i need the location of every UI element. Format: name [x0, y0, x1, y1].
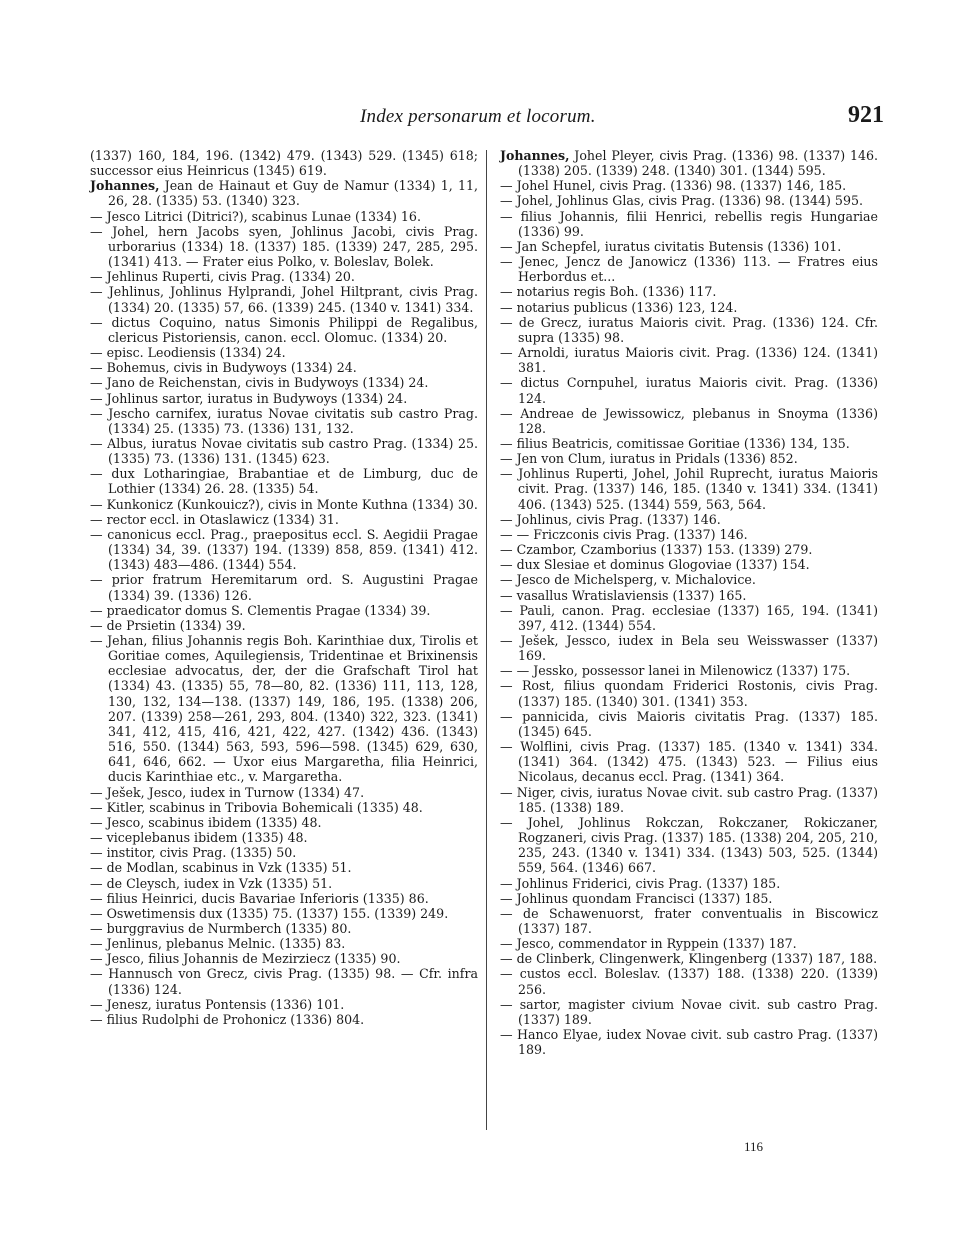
- entry-text: — Ješek, Jesco, iudex in Turnow (1334) 47.: [90, 784, 365, 800]
- index-entry: [500, 542, 878, 557]
- entry-headword: Johannes,: [500, 148, 570, 163]
- entry-text: — Johel, Johlinus Glas, civis Prag. (1336) 98. (1344) 595.: [500, 193, 863, 209]
- index-entry: [90, 360, 478, 375]
- entry-text: — Czambor, Czamborius (1337) 153. (1339) 279.: [500, 542, 813, 558]
- index-entry: [90, 466, 478, 496]
- index-entry: [500, 254, 878, 284]
- entry-text: — Arnoldi, iuratus Maioris civit. Prag. (1336) 124. (1341) 381.: [500, 345, 878, 376]
- entry-text: — episc. Leodiensis (1334) 24.: [90, 345, 286, 361]
- entry-text: — — Jessko, possessor lanei in Milenowicz (1337) 175.: [500, 663, 851, 679]
- index-entry: [500, 315, 878, 345]
- index-entry: [500, 209, 878, 239]
- running-title: Index personarum et locorum.: [360, 106, 596, 127]
- entry-text: — Kitler, scabinus in Tribovia Bohemicali (1335) 48.: [90, 799, 423, 815]
- entry-text: — Jesco, filius Johannis de Mezirziecz (1335) 90.: [90, 951, 401, 967]
- entry-text: — Jenesz, iuratus Pontensis (1336) 101.: [90, 996, 345, 1012]
- index-entry: [500, 1027, 878, 1057]
- entry-text: — Jesco Litrici (Ditrici?), scabinus Lunae (1334) 16.: [90, 208, 421, 224]
- index-entry: [500, 178, 878, 193]
- index-entry: [90, 891, 478, 906]
- index-entry: [500, 906, 878, 936]
- entry-text: — Rost, filius quondam Friderici Rostonis, civis Prag. (1337) 185. (1340) 301. (1341) 353.: [500, 678, 878, 709]
- index-entry: [500, 663, 878, 678]
- entry-text: — de Cleysch, iudex in Vzk (1335) 51.: [90, 875, 333, 891]
- entry-text: — dictus Cornpuhel, iuratus Maioris civit. Prag. (1336) 124.: [500, 375, 878, 406]
- entry-text: — Jenec, Jencz de Janowicz (1336) 113. — Fratres eius Herbordus et...: [500, 254, 878, 285]
- index-entry: [90, 876, 478, 891]
- index-entry: [500, 572, 878, 587]
- index-entry: [90, 315, 478, 345]
- entry-text: — pannicida, civis Maioris civitatis Prag. (1337) 185. (1345) 645.: [500, 708, 878, 739]
- entry-text: — Johel Hunel, civis Prag. (1336) 98. (1337) 146, 185.: [500, 178, 847, 194]
- entry-text: — Jesco de Michelsperg, v. Michalovice.: [500, 572, 756, 588]
- entry-text: — Johlinus, civis Prag. (1337) 146.: [500, 511, 721, 527]
- index-entry: [500, 785, 878, 815]
- entry-text: — filius Heinrici, ducis Bavariae Inferioris (1335) 86.: [90, 890, 429, 906]
- entry-text: Jean de Hainaut et Guy de Namur (1334) 1, 11, 26, 28. (1335) 53. (1340) 323.: [108, 178, 478, 209]
- entry-text: — sartor, magister civium Novae civit. sub castro Prag. (1337) 189.: [500, 996, 878, 1027]
- index-entry: [500, 815, 878, 876]
- entry-text: — Jan Schepfel, iuratus civitatis Butensis (1336) 101.: [500, 238, 842, 254]
- index-entry: [90, 572, 478, 602]
- entry-text: — canonicus eccl. Prag., praepositus eccl. S. Aegidii Pragae (1334) 34, 39. (1337) 194. (1339) 858, 859. (1341) 412. (1343) 483—486. (1344) 554.: [90, 526, 478, 573]
- index-entry: [90, 785, 478, 800]
- entry-text: Johel Pleyer, civis Prag. (1336) 98. (1337) 146. (1338) 205. (1339) 248. (1340) 301. (1344) 595.: [518, 148, 878, 179]
- entry-text: — filius Johannis, filii Henrici, rebellis regis Hungariae (1336) 99.: [500, 208, 878, 239]
- printer-signature: 116: [744, 1139, 764, 1154]
- entry-text: — Johlinus quondam Francisci (1337) 185.: [500, 890, 773, 906]
- index-entry: [90, 603, 478, 618]
- index-entry: [90, 815, 478, 830]
- entry-text: — Jano de Reichenstan, civis in Budywoys (1334) 24.: [90, 375, 429, 391]
- index-entry: [90, 951, 478, 966]
- entry-text: — Johlinus sartor, iuratus in Budywoys (1334) 24.: [90, 390, 408, 406]
- entry-text: — Jesco, scabinus ibidem (1335) 48.: [90, 814, 322, 830]
- entry-text: — Jehlinus, Johlinus Hylprandi, Johel Hiltprant, civis Prag. (1334) 20. (1335) 57, 66. (1339) 245. (1340 v. 1341) 334.: [90, 284, 478, 315]
- index-entry: [500, 709, 878, 739]
- index-column-right: [500, 148, 878, 1057]
- index-entry: [90, 936, 478, 951]
- entry-text: — Johel, hern Jacobs syen, Johlinus Jacobi, civis Prag. urborarius (1334) 18. (1337) 185. (1339) 247, 285, 295. (1341) 413. — Frater eius Polko, v. Boleslav, Bolek.: [90, 223, 478, 270]
- index-entry: [90, 391, 478, 406]
- entry-text: — Jen von Clum, iuratus in Pridals (1336) 852.: [500, 451, 798, 467]
- entry-text: — Johel, Johlinus Rokczan, Rokczaner, Rokiczaner, Rogzaneri, civis Prag. (1337) 185. (1338) 204, 205, 210, 235, 243. (1340 v. 1341) 334. (1343) 503, 525. (1344) 559, 564. (1346) 667.: [500, 814, 878, 876]
- entry-text: — Andreae de Jewissowicz, plebanus in Snoyma (1336) 128.: [500, 405, 878, 436]
- index-entry: [90, 527, 478, 572]
- index-entry: [90, 845, 478, 860]
- index-entry: [90, 497, 478, 512]
- index-entry: [90, 633, 478, 785]
- index-entry: [90, 966, 478, 996]
- index-entry: [500, 436, 878, 451]
- index-entry: [500, 451, 878, 466]
- index-column-left: [90, 148, 478, 1027]
- index-entry: [90, 830, 478, 845]
- entry-text: — Bohemus, civis in Budywoys (1334) 24.: [90, 360, 357, 376]
- entry-text: — de Schawenuorst, frater conventualis in Biscowicz (1337) 187.: [500, 905, 878, 936]
- index-entry: [500, 193, 878, 208]
- index-entry: [500, 951, 878, 966]
- index-entry: [500, 739, 878, 784]
- entry-text: — rector eccl. in Otaslawicz (1334) 31.: [90, 511, 339, 527]
- index-entry: [500, 891, 878, 906]
- entry-text: (1337) 160, 184, 196. (1342) 479. (1343) 529. (1345) 618; successor eius Heinricus (1345) 619.: [90, 148, 478, 179]
- index-entry: [500, 466, 878, 511]
- entry-text: — viceplebanus ibidem (1335) 48.: [90, 830, 308, 846]
- index-entry: [500, 148, 878, 178]
- index-entry: [500, 997, 878, 1027]
- index-entry: [500, 966, 878, 996]
- entry-text: — Albus, iuratus Novae civitatis sub castro Prag. (1334) 25. (1335) 73. (1336) 131. (1345) 623.: [90, 435, 478, 467]
- index-entry: [90, 224, 478, 269]
- index-entry: [90, 345, 478, 360]
- index-entry: [500, 512, 878, 527]
- index-entry: [90, 284, 478, 314]
- index-entry: [500, 239, 878, 254]
- index-entry: [500, 345, 878, 375]
- entry-text: — Pauli, canon. Prag. ecclesiae (1337) 165, 194. (1341) 397, 412. (1344) 554.: [500, 602, 878, 633]
- index-entry: [500, 300, 878, 315]
- entry-text: — notarius publicus (1336) 123, 124.: [500, 299, 738, 315]
- index-entry: [500, 936, 878, 951]
- index-entry: [90, 860, 478, 875]
- entry-text: — institor, civis Prag. (1335) 50.: [90, 845, 297, 861]
- index-entry: [500, 284, 878, 299]
- entry-text: — de Clinberk, Clingenwerk, Klingenberg (1337) 187, 188.: [500, 951, 878, 967]
- entry-text: — prior fratrum Heremitarum ord. S. Augustini Pragae (1334) 39. (1336) 126.: [90, 572, 478, 603]
- index-entry: [90, 148, 478, 178]
- entry-text: — de Grecz, iuratus Maioris civit. Prag. (1336) 124. Cfr. supra (1335) 98.: [500, 314, 878, 345]
- entry-text: — Kunkonicz (Kunkouicz?), civis in Monte Kuthna (1334) 30.: [90, 496, 478, 512]
- entry-text: — burggravius de Nurmberch (1335) 80.: [90, 920, 352, 936]
- entry-text: — Wolflini, civis Prag. (1337) 185. (1340 v. 1341) 334. (1341) 364. (1342) 475. (1343) 523. — Filius eius Nicolaus, decanus eccl. Prag. (1341) 364.: [500, 739, 878, 785]
- page-number: 921: [848, 102, 884, 128]
- entry-text: — Ješek, Jessco, iudex in Bela seu Weisswasser (1337) 169.: [500, 633, 878, 664]
- index-entry: [90, 512, 478, 527]
- entry-text: — Hannusch von Grecz, civis Prag. (1335) 98. — Cfr. infra (1336) 124.: [90, 966, 478, 997]
- index-entry: [500, 603, 878, 633]
- entry-text: — praedicator domus S. Clementis Pragae (1334) 39.: [90, 602, 431, 618]
- entry-text: — filius Rudolphi de Prohonicz (1336) 804.: [90, 1011, 365, 1027]
- index-entry: [500, 527, 878, 542]
- index-entry: [90, 209, 478, 224]
- entry-text: — filius Beatricis, comitissae Goritiae (1336) 134, 135.: [500, 435, 850, 451]
- index-entry: [500, 557, 878, 572]
- entry-text: — de Prsietin (1334) 39.: [90, 617, 246, 633]
- entry-text: — Niger, civis, iuratus Novae civit. sub castro Prag. (1337) 185. (1338) 189.: [500, 784, 878, 815]
- entry-text: — Jescho carnifex, iuratus Novae civitatis sub castro Prag. (1334) 25. (1335) 73. (1336) 131, 132.: [90, 405, 478, 436]
- index-entry: [90, 178, 478, 208]
- entry-text: — Johlinus Friderici, civis Prag. (1337) 185.: [500, 875, 781, 891]
- entry-text: — Hanco Elyae, iudex Novae civit. sub castro Prag. (1337) 189.: [500, 1027, 878, 1058]
- index-entry: [500, 406, 878, 436]
- index-entry: [500, 588, 878, 603]
- entry-text: — — Friczconis civis Prag. (1337) 146.: [500, 526, 748, 542]
- index-entry: [90, 997, 478, 1012]
- index-entry: [90, 1012, 478, 1027]
- entry-text: — de Modlan, scabinus in Vzk (1335) 51.: [90, 860, 352, 876]
- entry-text: — Johlinus Ruperti, Johel, Johil Ruprecht, iuratus Maioris civit. Prag. (1337) 146, 185. (1340 v. 1341) 334. (1341) 406. (1343) 525. (1344) 559, 563, 564.: [500, 466, 878, 512]
- index-entry: [90, 906, 478, 921]
- entry-text: — custos eccl. Boleslav. (1337) 188. (1338) 220. (1339) 256.: [500, 966, 878, 997]
- index-entry: [500, 633, 878, 663]
- entry-text: — Jenlinus, plebanus Melnic. (1335) 83.: [90, 936, 346, 952]
- entry-headword: Johannes,: [90, 178, 160, 194]
- entry-text: — vasallus Wratislaviensis (1337) 165.: [500, 587, 747, 603]
- entry-text: — dux Lotharingiae, Brabantiae et de Limburg, duc de Lothier (1334) 26. 28. (1335) 54.: [90, 466, 478, 497]
- index-entry: [90, 800, 478, 815]
- index-entry: [90, 436, 478, 466]
- entry-text: — Oswetimensis dux (1335) 75. (1337) 155. (1339) 249.: [90, 905, 449, 921]
- index-entry: [90, 375, 478, 390]
- index-entry: [90, 406, 478, 436]
- index-entry: [500, 876, 878, 891]
- entry-text: — dux Slesiae et dominus Glogoviae (1337) 154.: [500, 557, 810, 573]
- index-entry: [90, 269, 478, 284]
- index-entry: [500, 375, 878, 405]
- entry-text: — Jehan, filius Johannis regis Boh. Karinthiae dux, Tirolis et Goritiae comes, Aquilegiensis, Tridentinae et Brixinensis ecclesiae advocatus, der, der die Grafschaft Tirol hat (1334) 43. (1335) 55, 78—80, 82. (1336) 111, 113, 128, 130, 132, 134—138. (1337) 149, 186, 195. (1338) 206, 207. (1339) 258—261, 293, 804. (1340) 322, 323. (1341) 341, 412, 415, 416, 421, 422, 427. (1342) 436. (1343) 516, 550. (1344) 563, 593, 596—598. (1345) 629, 630, 641, 646, 662. — Uxor eius Margaretha, filia Heinrici, ducis Karinthiae etc., v. Margaretha.: [90, 633, 478, 785]
- index-entry: [90, 921, 478, 936]
- index-entry: [500, 678, 878, 708]
- entry-text: — notarius regis Boh. (1336) 117.: [500, 284, 717, 300]
- column-divider: [486, 150, 487, 1130]
- index-entry: [90, 618, 478, 633]
- entry-text: — Jehlinus Ruperti, civis Prag. (1334) 20.: [90, 269, 355, 285]
- entry-text: — Jesco, commendator in Ryppein (1337) 187.: [500, 936, 797, 952]
- entry-text: — dictus Coquino, natus Simonis Philippi de Regalibus, clericus Pistoriensis, canon. eccl. Olomuc. (1334) 20.: [90, 314, 478, 345]
